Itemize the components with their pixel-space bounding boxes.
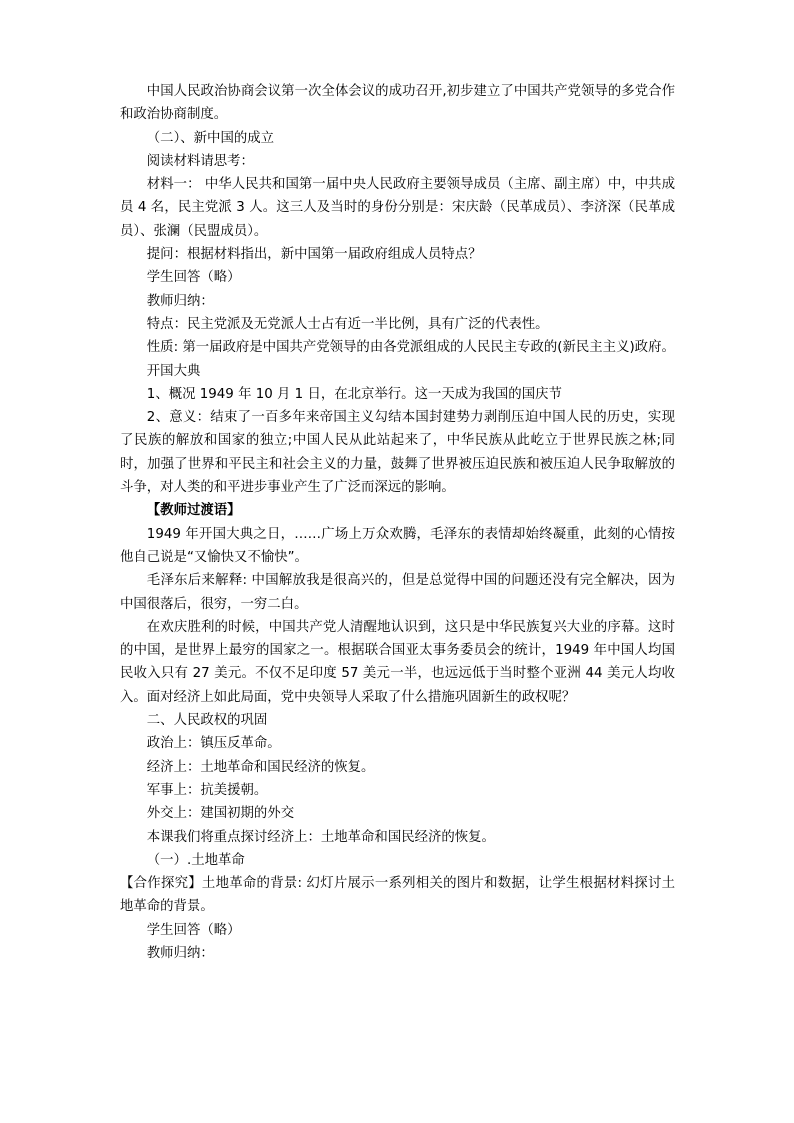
heading-land-revolution: （一）.土地革命 (146, 852, 245, 868)
teacher-transition-heading: 【教师过渡语】 (146, 503, 241, 519)
ceremony-overview: 1、概况 1949 年 10 月 1 日，在北京举行。这一天成为我国的国庆节 (146, 386, 562, 402)
document-page (120, 80, 675, 965)
military-measure: 军事上：抗美援朝。 (146, 782, 268, 798)
question: 提问：根据材料指出，新中国第一届政府组成人员特点？ (146, 247, 482, 263)
transition-paragraph-3: 在欢庆胜利的时候，中国共产党人清醒地认识到，这只是中华民族复兴大业的序幕。这时的中国，是世界上最穷的国家之一。根据联合国亚太事务委员会的统计，1949 年中国人均国民收入只有 27 美元。不仅不足印度 57 美元一半，也远远低于当时整个亚洲 44 美元人均收入。面对经济上如此局面，党中央领导人采取了什么措施巩固新生的政权呢？ (120, 619, 675, 705)
paragraph-cppcc-summary: 中国人民政治协商会议第一次全体会议的成功召开,初步建立了中国共产党领导的多党合作和政治协商制度。 (120, 84, 675, 123)
heading-consolidation: 二、人民政权的巩固 (146, 713, 268, 729)
transition-paragraph-1: 1949 年开国大典之日，……广场上万众欢腾，毛泽东的表情却始终凝重，此刻的心情按他自己说是“又愉快又不愉快”。 (120, 526, 675, 565)
transition-paragraph-2: 毛泽东后来解释: 中国解放我是很高兴的，但是总觉得中国的问题还没有完全解决，因为中国很落后，很穷，一穷二白。 (120, 573, 675, 612)
student-answer-2: 学生回答（略） (146, 922, 241, 938)
cooperative-inquiry: 【合作探究】土地革命的背景: 幻灯片展示一系列相关的图片和数据，让学生根据材料探讨土地革命的背景。 (120, 876, 675, 915)
reading-prompt: 阅读材料请思考： (146, 153, 254, 169)
government-features: 特点：民主党派及无党派人士占有近一半比例，具有广泛的代表性。 (146, 316, 549, 332)
material-one: 材料一： 中华人民共和国第一届中央人民政府主要领导成员（主席、副主席）中，中共成员 4 名，民主党派 3 人。这三人及当时的身份分别是：宋庆龄（民革成员）、李济深（民革成员）、张澜（民盟成员）。 (120, 177, 675, 239)
teacher-summary-label-2: 教师归纳： (146, 945, 214, 961)
government-nature: 性质: 第一届政府是中国共产党领导的由各党派组成的人民民主专政的(新民主主义)政府。 (146, 340, 675, 356)
political-measure: 政治上：镇压反革命。 (146, 736, 281, 752)
student-answer: 学生回答（略） (146, 270, 241, 286)
economic-measure: 经济上：土地革命和国民经济的恢复。 (146, 759, 375, 775)
heading-founding-of-new-china: （二）、新中国的成立 (146, 130, 275, 146)
diplomatic-measure: 外交上：建国初期的外交 (146, 806, 295, 822)
teacher-summary-label: 教师归纳： (146, 293, 214, 309)
ceremony-significance: 2、意义：结束了一百多年来帝国主义勾结本国封建势力剥削压迫中国人民的历史，实现了民族的解放和国家的独立;中国人民从此站起来了，中华民族从此屹立于世界民族之林;同时，加强了世界和平民主和社会主义的力量，鼓舞了世界被压迫民族和被压迫人民争取解放的斗争，对人类的和平进步事业产生了广泛而深远的影响。 (120, 410, 675, 496)
lesson-focus: 本课我们将重点探讨经济上：土地革命和国民经济的恢复。 (146, 829, 495, 845)
heading-founding-ceremony: 开国大典 (146, 363, 201, 379)
